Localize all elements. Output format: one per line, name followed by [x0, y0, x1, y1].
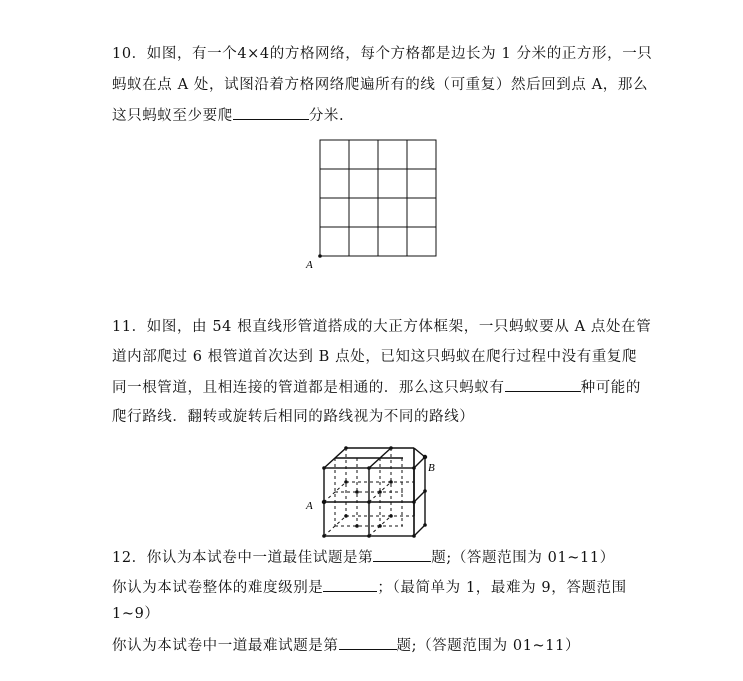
q11-line-2: 道内部爬过 6 根管道首次达到 B 点处，已知这只蚂蚁在爬行过程中没有重复爬	[112, 349, 638, 365]
q10-line-1: 10．如图，有一个4×4的方格网络，每个方格都是边长为 1 分米的正方形，一只	[112, 46, 653, 62]
q12-difficulty-blank[interactable]	[323, 577, 377, 592]
q11-label-a: A	[306, 500, 313, 512]
q10-grid-figure	[300, 135, 450, 275]
q11-line-3	[112, 377, 641, 398]
q11-cube-figure	[300, 435, 450, 545]
q11-answer-blank[interactable]	[505, 377, 581, 392]
point-a-dot	[318, 254, 322, 258]
q12-difficulty-text-before: 你认为本试卷整体的难度级别是	[112, 580, 324, 596]
q10-label-a: A	[306, 259, 313, 271]
q10-line-3	[112, 105, 344, 126]
q12-line-2	[112, 577, 627, 598]
q12-hardest-text-before: 你认为本试卷中一道最难试题是第	[112, 638, 339, 654]
q12-hardest-text-after: 题;（答题范围为 01~11）	[396, 638, 581, 654]
q10-answer-blank[interactable]	[233, 105, 309, 120]
q11-label-b: B	[428, 462, 435, 474]
q10-text-after-blank: 分米.	[308, 108, 345, 124]
q12-line-4	[112, 635, 580, 656]
grid-lines	[320, 140, 436, 256]
q12-best-question-blank[interactable]	[373, 547, 431, 562]
q11-text-before-blank: 同一根管道，且相连接的管道都是相通的．那么这只蚂蚁有	[112, 380, 505, 396]
q10-line-2: 蚂蚁在点 A 处，试图沿着方格网络爬遍所有的线（可重复）然后回到点 A，那么	[112, 77, 649, 93]
q12-best-text-before: 12．你认为本试卷中一道最佳试题是第	[112, 550, 374, 566]
q11-line-4: 爬行路线．翻转或旋转后相同的路线视为不同的路线）	[112, 409, 475, 425]
q12-difficulty-text-after: ；（最简单为 1，最难为 9，答题范围	[377, 580, 627, 596]
q11-text-after-blank: 种可能的	[580, 380, 642, 396]
q12-best-text-after: 题;（答题范围为 01~11）	[431, 550, 615, 566]
q12-hardest-question-blank[interactable]	[339, 635, 397, 650]
q11-line-1: 11．如图，由 54 根直线形管道搭成的大正方体框架，一只蚂蚁要从 A 点处在管	[112, 319, 652, 335]
q12-line-1	[112, 547, 615, 568]
q12-line-3: 1~9）	[112, 606, 160, 622]
q10-text-before-blank: 这只蚂蚁至少要爬	[112, 108, 233, 124]
